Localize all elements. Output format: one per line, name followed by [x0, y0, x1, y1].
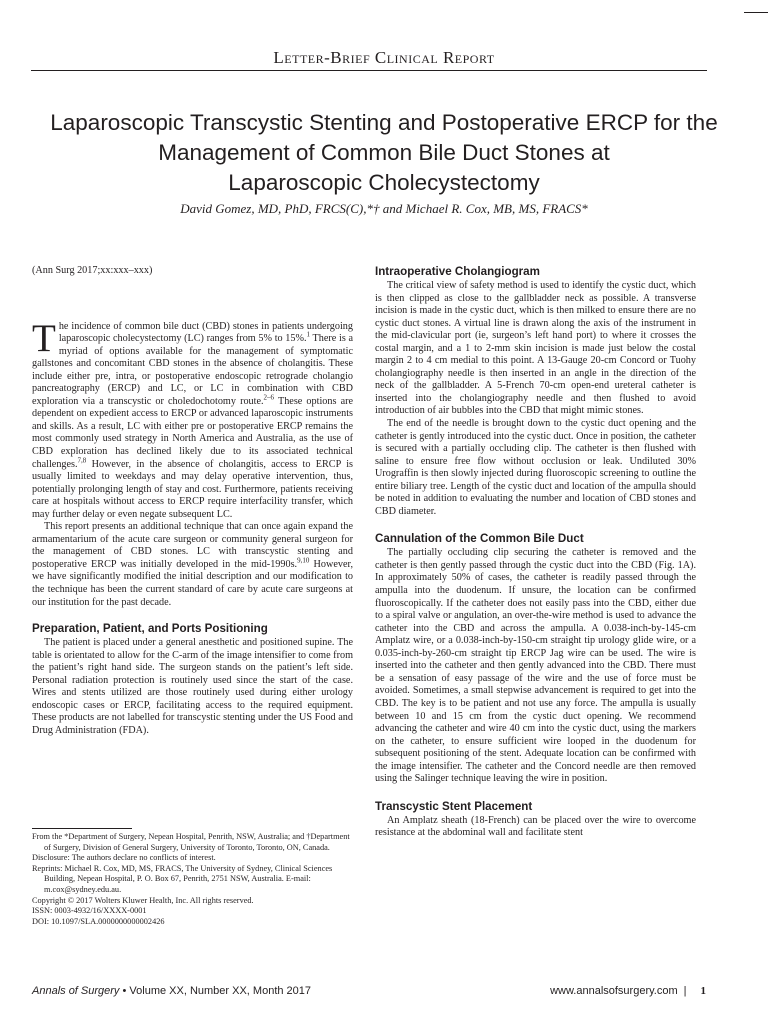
body-paragraph: The end of the needle is brought down to the cystic duct opening and the catheter is gently introduced into the cystic duct. Once in position, the catheter is secured with a partially occluding clip. The catheter is then flushed with saline to ensure free flow without occlusion or leak. Undiluted 30% Urograffin is then slowly injected during fluoroscopic screening to outline the entire biliary tree. Length of the cystic duct and location of the ampulla should be noted in addition to evaluating the number and location of CBD stones and CBD diameter.: [375, 418, 696, 517]
text: These options are dependent on expedient access to ERCP or advanced laparoscopic instruments and skills. As a result, LC with either pre or postoperative ERCP remains the most commonly used strategy in North America and Australia, as the use of CBD exploration has declined likely due to its associated technical challenges.: [32, 395, 353, 470]
footnote-affiliation: From the *Department of Surgery, Nepean Hospital, Penrith, NSW, Australia; and †Department of Surgery, Division of General Surgery, University of Toronto, Toronto, ON, Canada.: [32, 832, 350, 852]
reference-superscript: 7,8: [77, 456, 87, 465]
reference-superscript: 2–6: [263, 393, 275, 402]
text: This report presents an additional technique that can once again expand the armamentarium of the acute care surgeon or community general surgeon for the management of CBD stones. LC with transcystic stenting and postoperative ERCP was initially developed in the mid-1990s.: [32, 521, 353, 570]
section-heading: Transcystic Stent Placement: [375, 799, 533, 813]
left-column: [32, 265, 353, 738]
volume-info: Volume XX, Number XX, Month 2017: [129, 985, 312, 997]
footnote-doi: DOI: 10.1097/SLA.0000000000002426: [32, 916, 165, 926]
drop-cap: T: [32, 316, 56, 360]
intro-paragraph: [32, 316, 353, 522]
body-paragraph: The critical view of safety method is used to identify the cystic duct, which is then clipped as close to the gallbladder neck as possible. A transverse incision is made in the cystic duct, which is then milked to ensure there are no cystic duct stones. A virtual line is drawn along the axis of the instrument in the mid-clavicular port (ie, surgeon’s left hand port) to where it crosses the costal margin, and a 1 to 2-mm skin incision is made just below the costal margin 2 to 4 cm medial to this point. A 13-Gauge 20-cm Concord or Tuohy cholangiography needle is then inserted in an angle in the direction of the neck of the gallbladder. A 5-French 70-cm open-end ureteral catheter is inserted into the cholangiography needle and then flushed to avoid introduction of air bubbles into the CBD that might mimic stones.: [375, 280, 696, 417]
footnote-issn: ISSN: 0003-4932/16/XXXX-0001: [32, 906, 147, 916]
body-paragraph: The partially occluding clip securing the catheter is removed and the catheter is then gently passed through the cystic duct into the CBD (Fig. 1A). In approximately 50% of cases, the catheter is readily passed through the ampulla into the duodenum. If unsure, the location can be confirmed fluoroscopically. If the catheter does not easily pass into the CBD, either due to a spiral valve or angulation, an over-the-wire method is used to advance the catheter into the CBD and across the ampulla. A 0.038-inch-by-145-cm Amplatz wire, or a 0.038-inch-by-150-cm straight tip urology glide wire, or a 0.035-inch-by-260-cm straight tip ERCP Jag wire can be used. The wire is inserted into the catheter and then gently advanced into the CBD. There must be a sensation of easy passage of the wire and the use of force must be avoided. Sometimes, a small stepwise advancement is required to get into the CBD. The key is to be patient and not use any force. The ampulla is usually between 10 and 15 cm from the cystic duct opening. We recommend advancing the catheter and wire 40 cm into the cystic duct, using the markers on the catheter, to ensure sufficient wire looped in the duodenum for subsequent positioning of the stent. Adequate location can be confirmed with the image intensifier. The catheter and the Concord needle are then removed using the Salinger technique leaving the wire in position.: [375, 547, 696, 785]
footnote-rule: [32, 828, 132, 829]
section-heading: Cannulation of the Common Bile Duct: [375, 532, 584, 546]
text: However, in the absence of cholangitis, access to ERCP is usually limited to weekdays and may delay operative intervention, thus, potentially prolonging length of stay and cost. Furthermore, patients receiving care at hospitals without access to ERCP require interfacility transfer, which may further delay or even negate subsequent LC.: [32, 458, 353, 520]
section-label: Letter-Brief Clinical Report: [273, 48, 495, 67]
footnotes: [32, 832, 353, 927]
footer-journal-info: [32, 985, 311, 997]
footer-website-info: [400, 985, 706, 997]
citation: (Ann Surg 2017;xx:xxx–xxx): [32, 265, 153, 276]
title-line: Laparoscopic Cholecystectomy: [228, 170, 540, 195]
header-rule: [31, 70, 707, 71]
title-line: Management of Common Bile Duct Stones at: [158, 140, 610, 165]
page-number: 1: [700, 985, 706, 997]
body-paragraph: An Amplatz sheath (18-French) can be placed over the wire to overcome resistance at the abdominal wall and facilitate stent: [375, 814, 696, 839]
reference-superscript: 9,10: [297, 556, 310, 565]
intro-paragraph: [32, 521, 353, 609]
body-paragraph: The patient is placed under a general anesthetic and positioned supine. The table is orientated to allow for the C-arm of the image intensifier to come from the patient’s right hand side. The surgeon stands on the patient’s left side. Personal radiation protection is routinely used since the start of the case. Wires and stents utilized are those routinely used during either urology endoscopic cases or ERCP, facilitating access to the required equipment. These products are not labelled for transcystic stenting under the US Food and Drug Administration (FDA).: [32, 637, 353, 736]
bullet: •: [122, 985, 127, 997]
text: There is a myriad of options available for the management of symptomatic gallstones and concomitant CBD stones in the absence of cholangitis. These include either pre, intra, or postoperative endoscopic retrograde cholangio pancreatography (ERCP) and LC, or LC in combination with CBD exploration via a transcystic or choledochotomy route.: [32, 333, 353, 407]
website-link[interactable]: www.annalsofsurgery.com: [550, 985, 678, 997]
authors: David Gomez, MD, PhD, FRCS(C),*† and Michael R. Cox, MB, MS, FRACS*: [180, 201, 588, 216]
right-column: [375, 265, 696, 840]
journal-name: Annals of Surgery: [32, 985, 120, 997]
footnote-disclosure: Disclosure: The authors declare no conflicts of interest.: [32, 853, 216, 863]
title-line: Laparoscopic Transcystic Stenting and Postoperative ERCP for the: [50, 110, 718, 135]
text: he incidence of common bile duct (CBD) stones in patients undergoing laparoscopic cholecystectomy (LC) ranges from 5% to 15%.: [58, 320, 353, 345]
section-heading: Intraoperative Cholangiogram: [375, 265, 540, 278]
footnote-reprints: Reprints: Michael R. Cox, MD, MS, FRACS, The University of Sydney, Clinical Sciences Building, Nepean Hospital, P. O. Box 67, Penrith, 2751 NSW, Australia. E-mail: m.cox@sydney.edu.au.: [32, 863, 333, 894]
corner-mark: [744, 12, 768, 13]
footnote-copyright: Copyright © 2017 Wolters Kluwer Health, Inc. All rights reserved.: [32, 895, 254, 905]
section-heading: Preparation, Patient, and Ports Positioning: [32, 622, 268, 636]
reference-superscript: 1: [306, 330, 311, 339]
article-title: [30, 108, 738, 198]
footer-separator: |: [683, 985, 687, 997]
text: However, we have significantly modified the initial description and our modification to the technique has been the current standard of care by acute care surgeons at our institution for the past decade.: [32, 558, 353, 608]
